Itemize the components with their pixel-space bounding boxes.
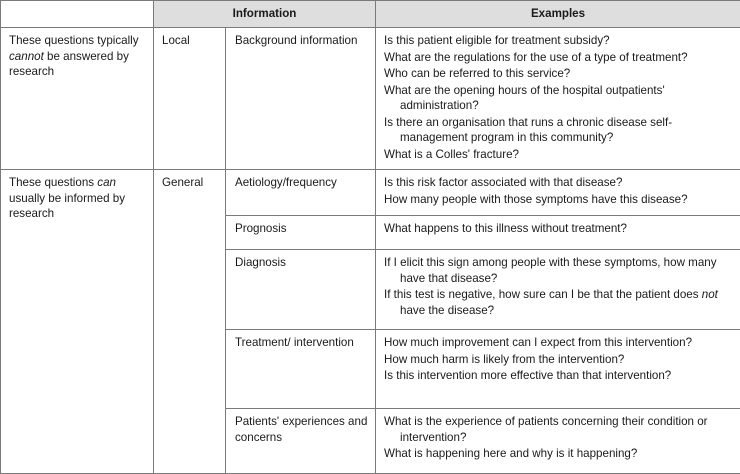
example-question: What is the experience of patients concerning their condition or intervention? — [384, 414, 734, 445]
example-question: What is happening here and why is it happening? — [384, 446, 734, 462]
category-emphasis: can — [97, 176, 116, 189]
question-type-cell: Aetiology/frequency — [226, 170, 376, 216]
examples-cell — [376, 409, 740, 474]
examples-cell — [376, 330, 740, 409]
example-question: Is this risk factor associated with that disease? — [384, 175, 734, 191]
example-question: Is this patient eligible for treatment subsidy? — [384, 33, 734, 49]
example-question: Is there an organisation that runs a chronic disease self-management program in this community? — [384, 115, 734, 146]
category-text: These questions — [9, 176, 97, 189]
example-question: How many people with those symptoms have this disease? — [384, 192, 734, 208]
header-information: Information — [154, 1, 376, 28]
examples-cell — [376, 216, 740, 250]
category-cell — [1, 170, 154, 474]
header-blank-cell — [1, 1, 154, 28]
examples-cell — [376, 28, 740, 170]
question-type-cell: Prognosis — [226, 216, 376, 250]
table-row — [1, 170, 740, 216]
category-text: usually be informed by research — [9, 192, 125, 221]
example-question: What happens to this illness without treatment? — [384, 221, 734, 237]
example-question: How much harm is likely from the intervention? — [384, 352, 734, 368]
scope-cell: Local — [154, 28, 226, 170]
example-question: How much improvement can I expect from this intervention? — [384, 335, 734, 351]
examples-cell — [376, 250, 740, 330]
example-question: If I elicit this sign among people with these symptoms, how many have that disease? — [384, 255, 734, 286]
question-type-cell: Treatment/ intervention — [226, 330, 376, 409]
example-question: Who can be referred to this service? — [384, 66, 734, 82]
category-text: These questions typically — [9, 34, 139, 47]
example-question: What is a Colles' fracture? — [384, 147, 734, 163]
scope-cell: General — [154, 170, 226, 474]
example-question: Is this intervention more effective than that intervention? — [384, 368, 734, 384]
category-text: be answered by research — [9, 50, 129, 79]
question-type-cell: Diagnosis — [226, 250, 376, 330]
example-question — [384, 287, 734, 318]
table-row — [1, 28, 740, 170]
category-cell — [1, 28, 154, 170]
example-emphasis: not — [702, 288, 718, 301]
examples-cell — [376, 170, 740, 216]
question-type-cell: Background information — [226, 28, 376, 170]
example-question: What are the opening hours of the hospital outpatients' administration? — [384, 83, 734, 114]
table-header-row — [1, 1, 740, 28]
example-text: have the disease? — [400, 304, 494, 317]
header-examples: Examples — [376, 1, 740, 28]
example-question: What are the regulations for the use of a type of treatment? — [384, 50, 734, 66]
question-type-cell: Patients' experiences and concerns — [226, 409, 376, 474]
example-text: If this test is negative, how sure can I be that the patient does — [384, 288, 702, 301]
category-emphasis: cannot — [9, 50, 44, 63]
